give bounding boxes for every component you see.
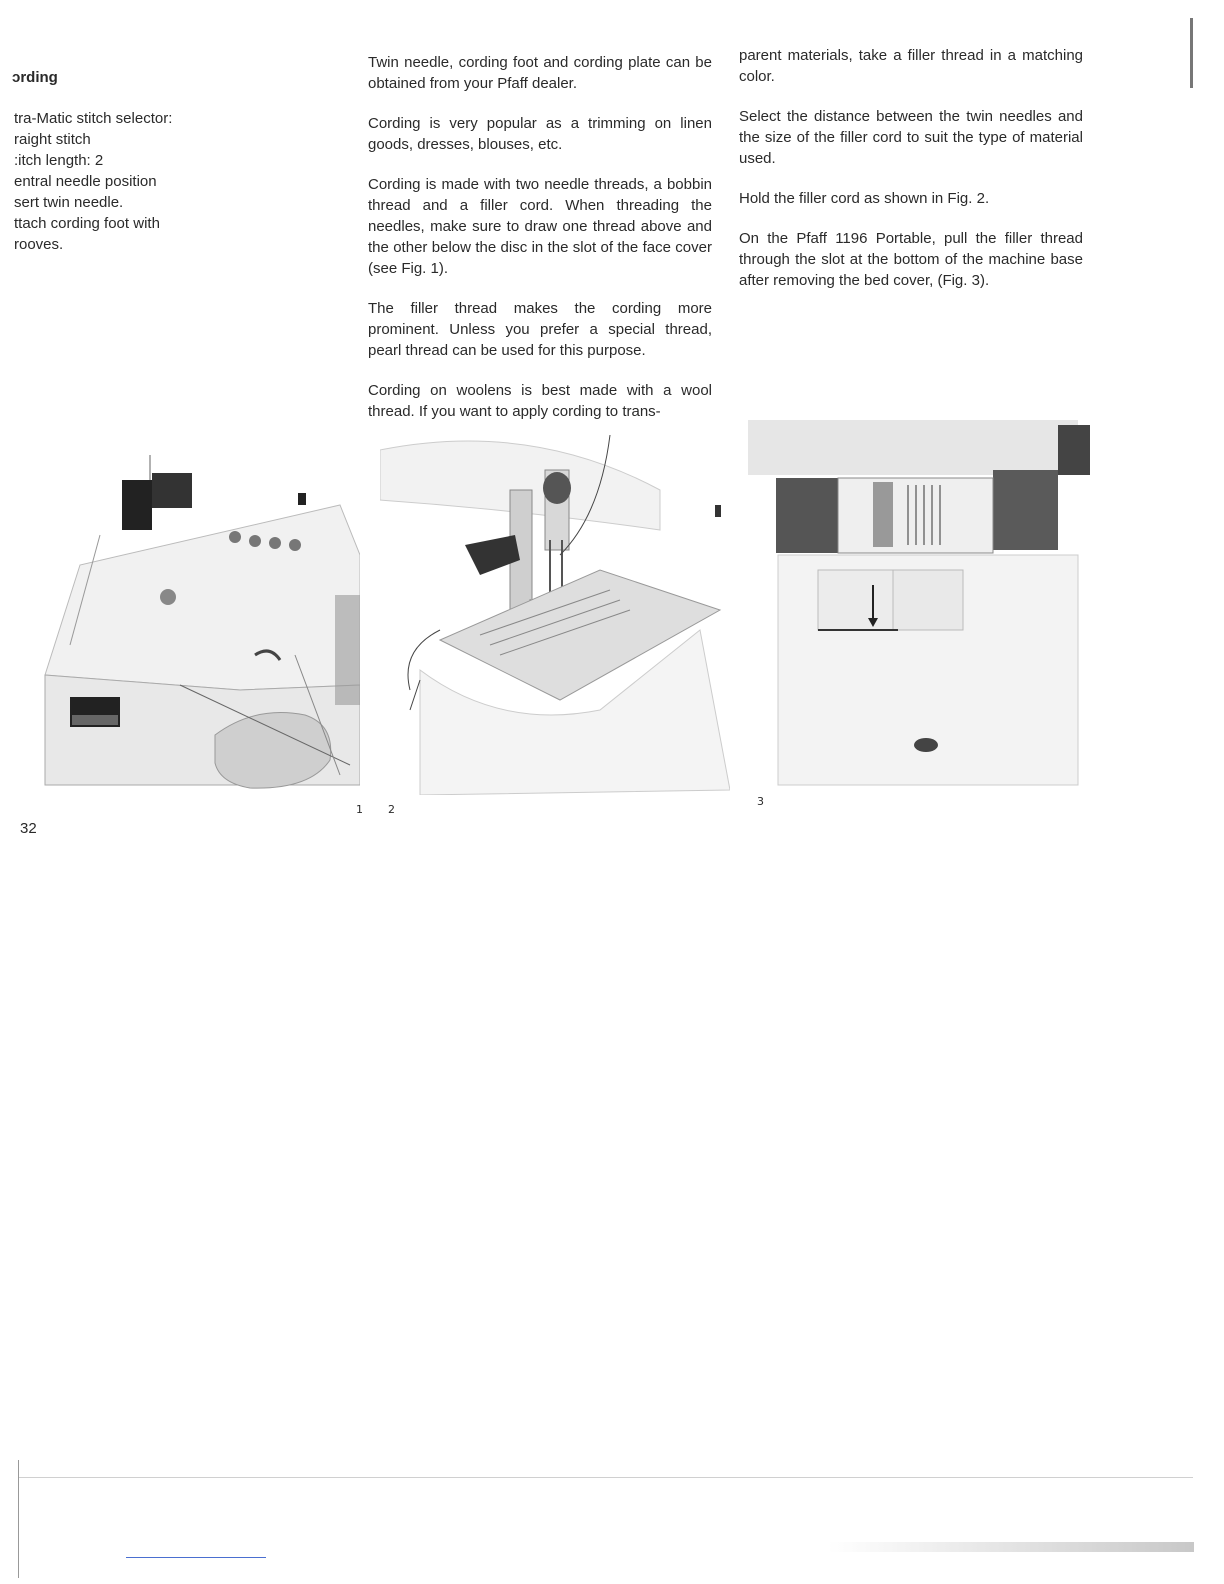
left-edge-mark bbox=[18, 1460, 19, 1578]
settings-item: ttach cording foot with bbox=[14, 215, 160, 232]
paragraph: The filler thread makes the cording more prominent. Unless you prefer a special thread, pearl thread can be used for this purpose. bbox=[368, 300, 712, 359]
section-heading: ɔrding bbox=[12, 69, 58, 86]
figure-2-illustration bbox=[380, 430, 730, 795]
figure-1-label: 1 bbox=[356, 803, 363, 816]
middle-text-column bbox=[368, 52, 712, 441]
right-text-column bbox=[739, 45, 1083, 310]
figure-1-illustration bbox=[40, 445, 360, 800]
bottom-rule bbox=[18, 1477, 1193, 1478]
figure-2-label: 2 bbox=[388, 803, 395, 816]
settings-item: raight stitch bbox=[14, 131, 91, 148]
right-edge-mark bbox=[1190, 18, 1193, 88]
figure-3-illustration bbox=[748, 420, 1093, 790]
settings-item: sert twin needle. bbox=[14, 194, 124, 211]
figure-3-label: 3 bbox=[757, 795, 764, 808]
settings-item: rooves. bbox=[14, 236, 64, 253]
paragraph: Cording on woolens is best made with a wool thread. If you want to apply cording to trans- bbox=[368, 382, 712, 420]
paragraph: parent materials, take a filler thread in a matching color. bbox=[739, 47, 1083, 85]
figure-1-photo bbox=[40, 445, 360, 800]
figure-2-photo bbox=[380, 430, 730, 795]
paragraph: Hold the filler cord as shown in Fig. 2. bbox=[739, 190, 990, 207]
settings-item: tra-Matic stitch selector: bbox=[14, 110, 173, 127]
paragraph: Twin needle, cording foot and cording plate can be obtained from your Pfaff dealer. bbox=[368, 54, 712, 92]
bottom-blue-line bbox=[126, 1557, 266, 1558]
paragraph: Select the distance between the twin needles and the size of the filler cord to suit the type of material used. bbox=[739, 108, 1083, 167]
paragraph: Cording is very popular as a trimming on linen goods, dresses, blouses, etc. bbox=[368, 115, 712, 153]
bottom-gray-bar bbox=[828, 1542, 1194, 1552]
figure-3-photo bbox=[748, 420, 1093, 790]
paragraph: Cording is made with two needle threads, a bobbin thread and a filler cord. When threading the needles, make sure to draw one thread above and the other below the disc in the slot of the face cover (see Fig. 1). bbox=[368, 176, 712, 277]
page-number: 32 bbox=[20, 820, 37, 837]
paragraph: On the Pfaff 1196 Portable, pull the filler thread through the slot at the bottom of the machine base after removing the bed cover, (Fig. 3). bbox=[739, 230, 1083, 289]
settings-item: entral needle position bbox=[14, 173, 157, 190]
settings-list bbox=[14, 108, 204, 255]
settings-item: :itch length: 2 bbox=[14, 152, 104, 169]
